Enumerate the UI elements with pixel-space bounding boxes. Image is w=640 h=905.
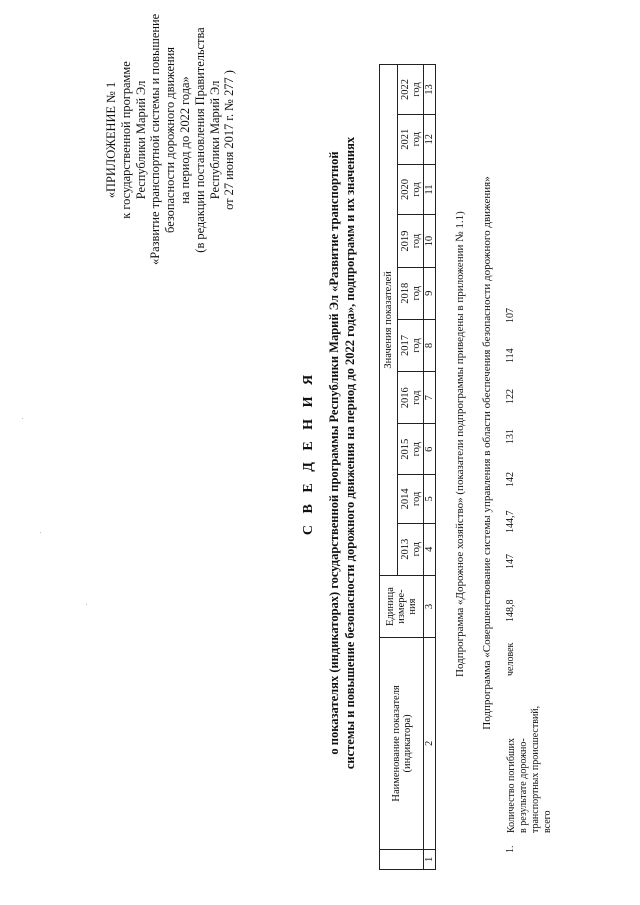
col-number: 10 <box>424 215 436 267</box>
subprogram-road-economy: Подпрограмма «Дорожное хозяйство» (показатели подпрограммы приведены в приложении № 1.1) <box>454 211 466 677</box>
col-number: 3 <box>424 575 436 637</box>
col-number: 1 <box>424 849 436 869</box>
appendix-line: Республики Марий Эл <box>133 80 148 200</box>
year-header-2017: 2017 год <box>398 319 424 371</box>
page-title: С В Е Д Е Н И Я <box>301 370 316 536</box>
row-1-name-line: транспортных происшествий, <box>530 705 541 833</box>
year-header-2018: 2018 год <box>398 267 424 319</box>
appendix-line: к государственной программе <box>118 61 133 219</box>
year-header-2015: 2015 год <box>398 424 424 475</box>
row-1-number: 1. <box>505 845 516 853</box>
row-1-name-line: Количество погибших <box>506 737 517 833</box>
appendix-header <box>104 15 237 265</box>
subtitle-line: о показателях (индикаторах) государственной программы Республики Марий Эл «Развитие транспортной <box>327 151 341 755</box>
row-1-unit: человек <box>505 642 516 676</box>
col-number: 11 <box>424 164 436 215</box>
column-number-row <box>424 65 436 870</box>
col-number: 9 <box>424 267 436 319</box>
subtitle-line: системы и повышение безопасности дорожного движения на период до 2022 года», подпрограмм и их значениях <box>343 136 357 770</box>
col-number: 7 <box>424 372 436 424</box>
appendix-line: «Развитие транспортной системы и повышение <box>148 13 163 265</box>
row-1-name <box>506 706 554 833</box>
number-header <box>380 849 424 869</box>
col-number: 12 <box>424 114 436 164</box>
col-number: 4 <box>424 523 436 575</box>
name-header: Наименование показателя (индикатора) <box>380 638 424 849</box>
col-number: 13 <box>424 65 436 115</box>
indicators-table <box>379 64 436 870</box>
row-1-value-2017: 131 <box>505 429 516 444</box>
row-1-value-2018: 122 <box>505 389 516 404</box>
row-1-value-2013: 148,8 <box>505 599 516 622</box>
year-header-2013: 2013 год <box>398 523 424 575</box>
col-number: 8 <box>424 319 436 371</box>
appendix-line: безопасности дорожного движения <box>163 47 178 233</box>
row-1-value-2020: 107 <box>505 308 516 323</box>
appendix-line: от 27 июня 2017 г. № 277 ) <box>222 70 237 210</box>
year-header-2020: 2020 год <box>398 164 424 215</box>
values-header: Значения показателей <box>380 65 398 576</box>
col-number: 5 <box>424 475 436 523</box>
page-subtitle <box>326 83 358 823</box>
row-1-value-2016: 142 <box>505 472 516 487</box>
row-1-name-line: всего <box>542 810 553 833</box>
col-number: 6 <box>424 424 436 475</box>
year-header-2019: 2019 год <box>398 215 424 267</box>
row-1-value-2015: 144,7 <box>505 510 516 533</box>
scan-speck <box>86 604 87 605</box>
year-header-2016: 2016 год <box>398 372 424 424</box>
appendix-line: на период до 2022 года» <box>177 76 192 204</box>
row-1-value-2014: 147 <box>505 554 516 569</box>
year-header-2021: 2021 год <box>398 114 424 164</box>
row-1-value-2019: 114 <box>505 348 516 363</box>
appendix-line: Республики Марий Эл <box>207 80 222 200</box>
year-header-2022: 2022 год <box>398 65 424 115</box>
subprogram-traffic-safety: Подпрограмма «Совершенствование системы управления в области обеспечения безопасности дорожного движения» <box>481 176 493 730</box>
unit-header: Единица измере- ния <box>380 575 424 637</box>
col-number: 2 <box>424 638 436 849</box>
scan-speck <box>22 418 23 419</box>
appendix-line: (в редакции постановления Правительства <box>192 27 207 253</box>
row-1-name-line: в результате дорожно- <box>518 738 529 833</box>
appendix-line: «ПРИЛОЖЕНИЕ № 1 <box>104 81 118 199</box>
year-header-2014: 2014 год <box>398 475 424 523</box>
scan-speck <box>40 532 41 533</box>
